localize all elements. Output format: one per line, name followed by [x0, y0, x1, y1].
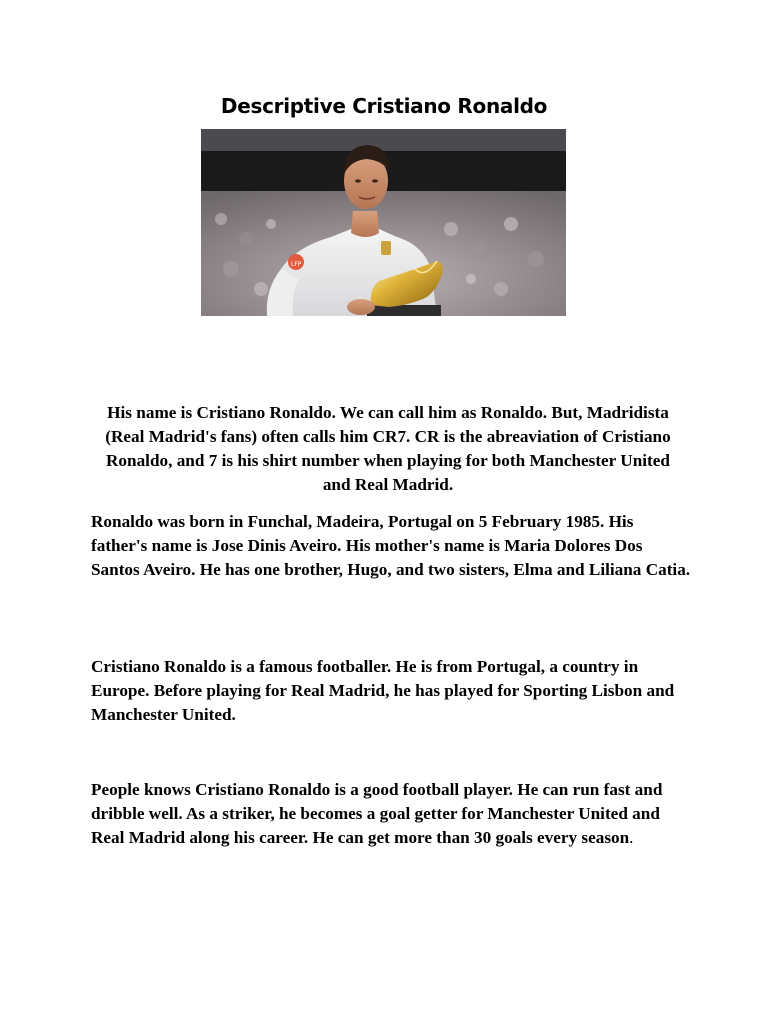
paragraph-3: Cristiano Ronaldo is a famous footballer. He is from Portugal, a country in Europe. Before playing for Real Madrid, he has played for Sporting Lisbon and Manchester United.	[91, 657, 675, 724]
ronaldo-photo	[201, 129, 566, 316]
page-title: Descriptive Cristiano Ronaldo	[220, 94, 548, 118]
paragraph-2: Ronaldo was born in Funchal, Madeira, Portugal on 5 February 1985. His father's name is Jose Dinis Aveiro. His mother's name is Maria Dolores Dos Santos Aveiro. He has one brother, Hugo, and two sisters, Elma and Liliana Catia.	[91, 512, 691, 579]
paragraph-1: His name is Cristiano Ronaldo. We can call him as Ronaldo. But, Madridista (Real Madrid's fans) often calls him CR7. CR is the abreaviation of Cristiano Ronaldo, and 7 is his shirt number when playing for both Manchester United and Real Madrid.	[105, 403, 671, 494]
paragraph-4-trailing: .	[629, 828, 634, 847]
svg-text:LFP: LFP	[291, 261, 302, 268]
paragraph-4	[91, 778, 691, 850]
paragraph-4-text: People knows Cristiano Ronaldo is a good football player. He can run fast and dribble well. As a striker, he becomes a goal getter for Manchester United and Real Madrid along his career. He can get more than 30 goals every season	[91, 780, 663, 847]
